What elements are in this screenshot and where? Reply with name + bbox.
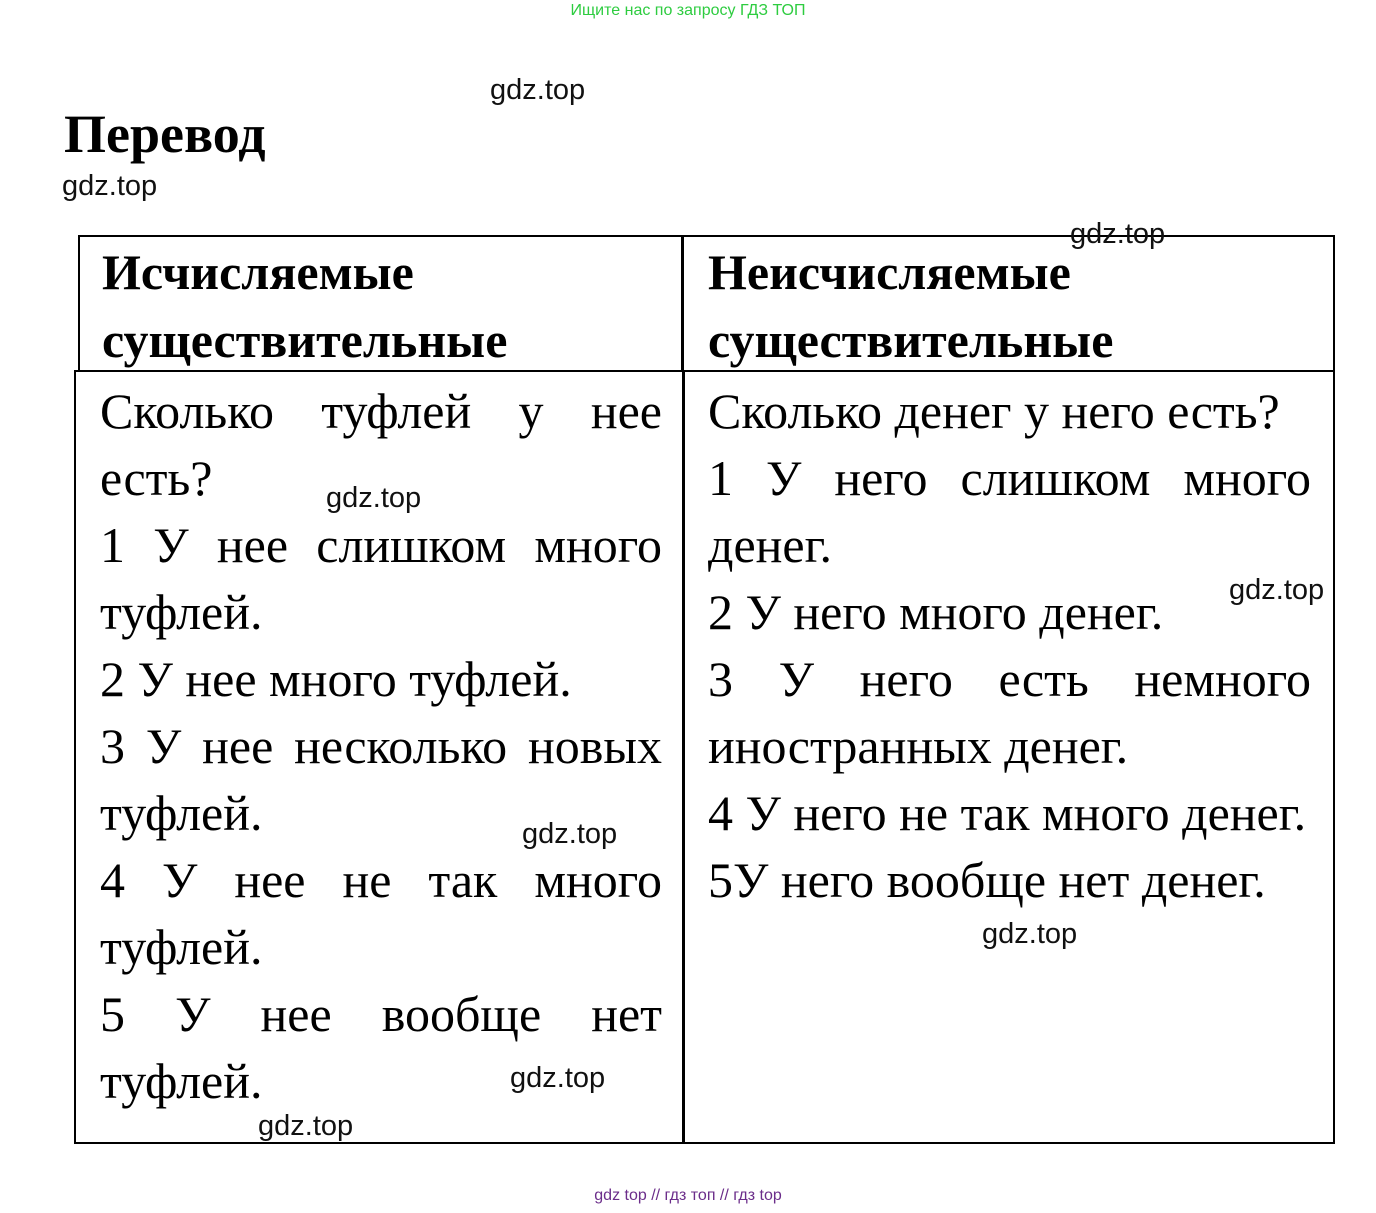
page-title: Перевод <box>64 104 266 164</box>
uncountable-sentence-4: 4 У него не так много денег. <box>708 785 1307 841</box>
countable-sentence-3: 3 У нее несколько новых туфлей. <box>100 718 662 841</box>
watermark: gdz.top <box>982 918 1078 950</box>
uncountable-sentence-3: 3 У него есть немного иностранных денег. <box>708 651 1311 774</box>
header-countable-line-1: Исчисляемые <box>102 244 414 300</box>
header-countable <box>102 238 507 374</box>
top-banner: Ищите нас по запросу ГДЗ ТОП <box>570 2 806 19</box>
watermark: gdz.top <box>1229 574 1325 606</box>
watermark: gdz.top <box>1070 218 1166 250</box>
watermark: gdz.top <box>490 74 586 106</box>
countable-sentence-1: 1 У нее слишком много туфлей. <box>100 517 662 640</box>
countable-sentence-4: 4 У нее не так много туфлей. <box>100 852 662 975</box>
countable-question: Сколько туфлей у нее есть? <box>100 383 662 506</box>
uncountable-sentence-1: 1 У него слишком много денег. <box>708 450 1311 573</box>
uncountable-question: Сколько денег у него есть? <box>708 383 1280 439</box>
header-uncountable-line-1: Неисчисляемые <box>708 244 1071 300</box>
watermark: gdz.top <box>522 818 618 850</box>
footer-links: gdz top // гдз топ // гдз top <box>594 1187 782 1204</box>
header-uncountable-line-2: существительные <box>708 312 1114 368</box>
uncountable-sentence-2: 2 У него много денег. <box>708 584 1164 640</box>
header-countable-line-2: существительные <box>102 312 508 368</box>
header-uncountable <box>708 238 1113 374</box>
uncountable-sentence-5: 5У него вообще нет денег. <box>708 852 1266 908</box>
countable-sentence-5: 5 У нее вообще нет туфлей. <box>100 986 662 1109</box>
countable-sentence-2: 2 У нее много туфлей. <box>100 651 572 707</box>
watermark: gdz.top <box>62 170 158 202</box>
watermark: gdz.top <box>258 1110 354 1142</box>
watermark: gdz.top <box>510 1062 606 1094</box>
watermark: gdz.top <box>326 482 422 514</box>
uncountable-column <box>708 378 1311 914</box>
